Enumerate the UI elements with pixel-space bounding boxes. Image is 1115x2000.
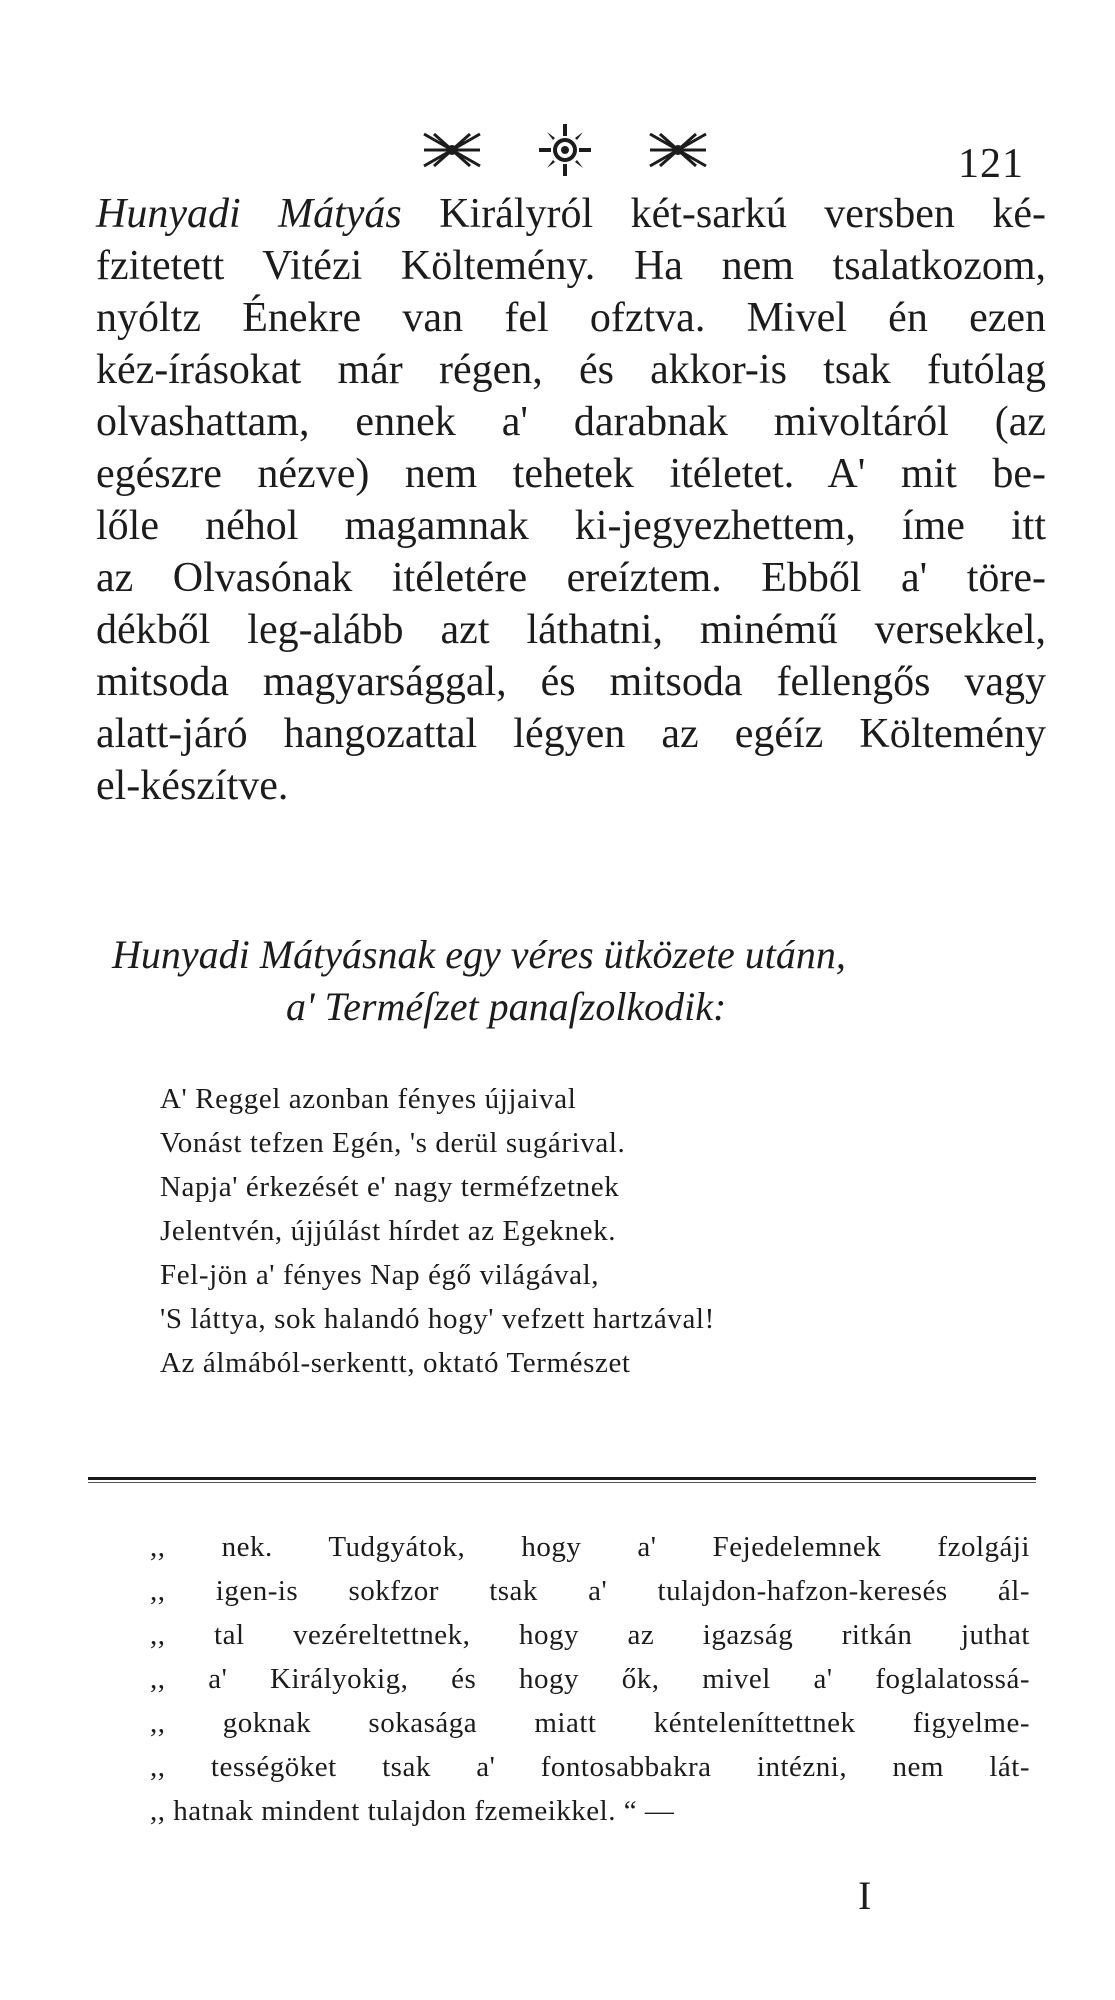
paragraph-line: az Olvasónak itéletére ereíztem. Ebből a' töre- [96, 555, 1046, 601]
paragraph-line: mitsoda magyarsággal, és mitsoda fellengős vagy [96, 659, 1046, 705]
footnote-line: ,, a' Királyokig, és hogy ők, mivel a' foglalatossá- [150, 1663, 1030, 1695]
paragraph-line: alatt-járó hangozattal légyen az egéíz Költemény [96, 711, 1046, 757]
verse-line: Az álmából-serkentt, oktató Természet [160, 1347, 631, 1379]
poem-heading-line: Hunyadi Mátyásnak egy véres ütközete utánn, [112, 932, 846, 977]
paragraph-line: olvashattam, ennek a' darabnak mivoltáról (az [96, 399, 1046, 445]
verse-line: Napja' érkezését e' nagy terméfzetnek [160, 1171, 620, 1203]
header-ornament [420, 122, 710, 178]
verse-line: A' Reggel azonban fényes újjaival [160, 1083, 577, 1115]
poem-heading-line: a' Terméſzet panaſzolkodik: [286, 984, 727, 1029]
footnote-separator [88, 1477, 1036, 1480]
footnote-line: ,, hatnak mindent tulajdon fzemeikkel. “ — [150, 1795, 675, 1827]
title-italic: Hunyadi Mátyás [96, 191, 402, 237]
ornament-left-icon [420, 128, 484, 172]
paragraph-line: el-készítve. [96, 763, 289, 809]
paragraph-line: egészre nézve) nem tehetek itéletet. A' mit be- [96, 451, 1046, 497]
footnote-line: ,, igen-is sokfzor tsak a' tulajdon-hafzon-keresés ál- [150, 1575, 1030, 1607]
paragraph-line: dékből leg-alább azt láthatni, minémű versekkel, [96, 607, 1046, 653]
verse-line: Fel-jön a' fényes Nap égő világával, [160, 1259, 600, 1291]
paragraph-line [96, 190, 1046, 238]
footnote-line: ,, goknak sokasága miatt kénteleníttettnek figyelme- [150, 1707, 1030, 1739]
paragraph-line: fzitetett Vitézi Költemény. Ha nem tsalatkozom, [96, 243, 1046, 289]
paragraph-line: nyóltz Énekre van fel ofztva. Mivel én ezen [96, 295, 1046, 341]
footnote-line: ,, nek. Tudgyátok, hogy a' Fejedelemnek fzolgáji [150, 1531, 1030, 1563]
paragraph-line-text: Királyról két-sarkú versben ké- [439, 191, 1046, 237]
verse-line: Jelentvén, újjúlást hírdet az Egeknek. [160, 1215, 617, 1247]
signature-mark: I [858, 1873, 872, 1918]
footnote-line: ,, tességöket tsak a' fontosabbakra intézni, nem lát- [150, 1751, 1030, 1783]
page-number: 121 [958, 141, 1024, 187]
footnote-separator-thin [88, 1482, 1036, 1483]
paragraph-line: lőle néhol magamnak ki-jegyezhettem, íme itt [96, 503, 1046, 549]
footnote-line: ,, tal vezéreltettnek, hogy az igazság ritkán juthat [150, 1619, 1030, 1651]
paragraph-line: kéz-írásokat már régen, és akkor-is tsak futólag [96, 347, 1046, 393]
ornament-center-icon [537, 122, 593, 178]
verse-line: Vonást tefzen Egén, 's derül sugárival. [160, 1127, 626, 1159]
ornament-right-icon [646, 128, 710, 172]
verse-line: 'S láttya, sok halandó hogy' vefzett hartzával! [160, 1303, 715, 1335]
